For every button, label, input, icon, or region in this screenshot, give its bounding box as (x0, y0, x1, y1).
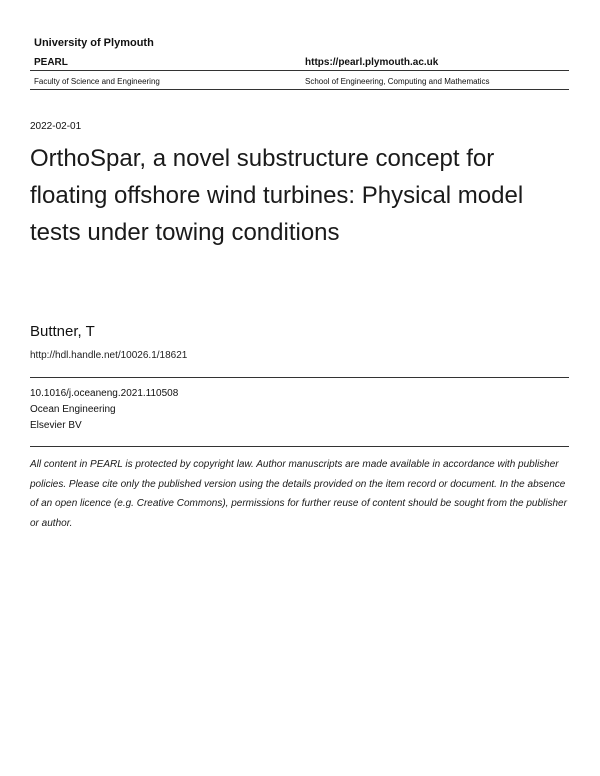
document-title: OrthoSpar, a novel substructure concept for floating offshore wind turbines: Physical model tests under towing conditions (30, 145, 524, 246)
record-divider-bottom (30, 446, 569, 447)
record-divider-top (30, 377, 569, 378)
author-name: Buttner, T (30, 323, 95, 340)
journal-name: Ocean Engineering (30, 404, 116, 415)
copyright-notice: All content in PEARL is protected by copyright law. Author manuscripts are made available in accordance with publisher policies. Please cite only the published version using the details provided on the item record or document. In the absence of an open licence (e.g. Creative Commons), permissions for further reuse of content should be sought from the publisher or author. (30, 459, 567, 529)
publication-date: 2022-02-01 (30, 121, 82, 132)
institution-name: University of Plymouth (34, 37, 154, 49)
handle-link[interactable]: http://hdl.handle.net/10026.1/18621 (30, 350, 188, 361)
faculty-name: Faculty of Science and Engineering (34, 77, 160, 86)
publisher-name: Elsevier BV (30, 420, 82, 431)
repository-name: PEARL (34, 57, 68, 68)
header-divider-top (30, 70, 569, 71)
header-divider-bottom (30, 89, 569, 90)
school-name: School of Engineering, Computing and Mathematics (305, 77, 490, 86)
repository-link[interactable]: https://pearl.plymouth.ac.uk (305, 57, 439, 68)
doi: 10.1016/j.oceaneng.2021.110508 (30, 388, 179, 399)
